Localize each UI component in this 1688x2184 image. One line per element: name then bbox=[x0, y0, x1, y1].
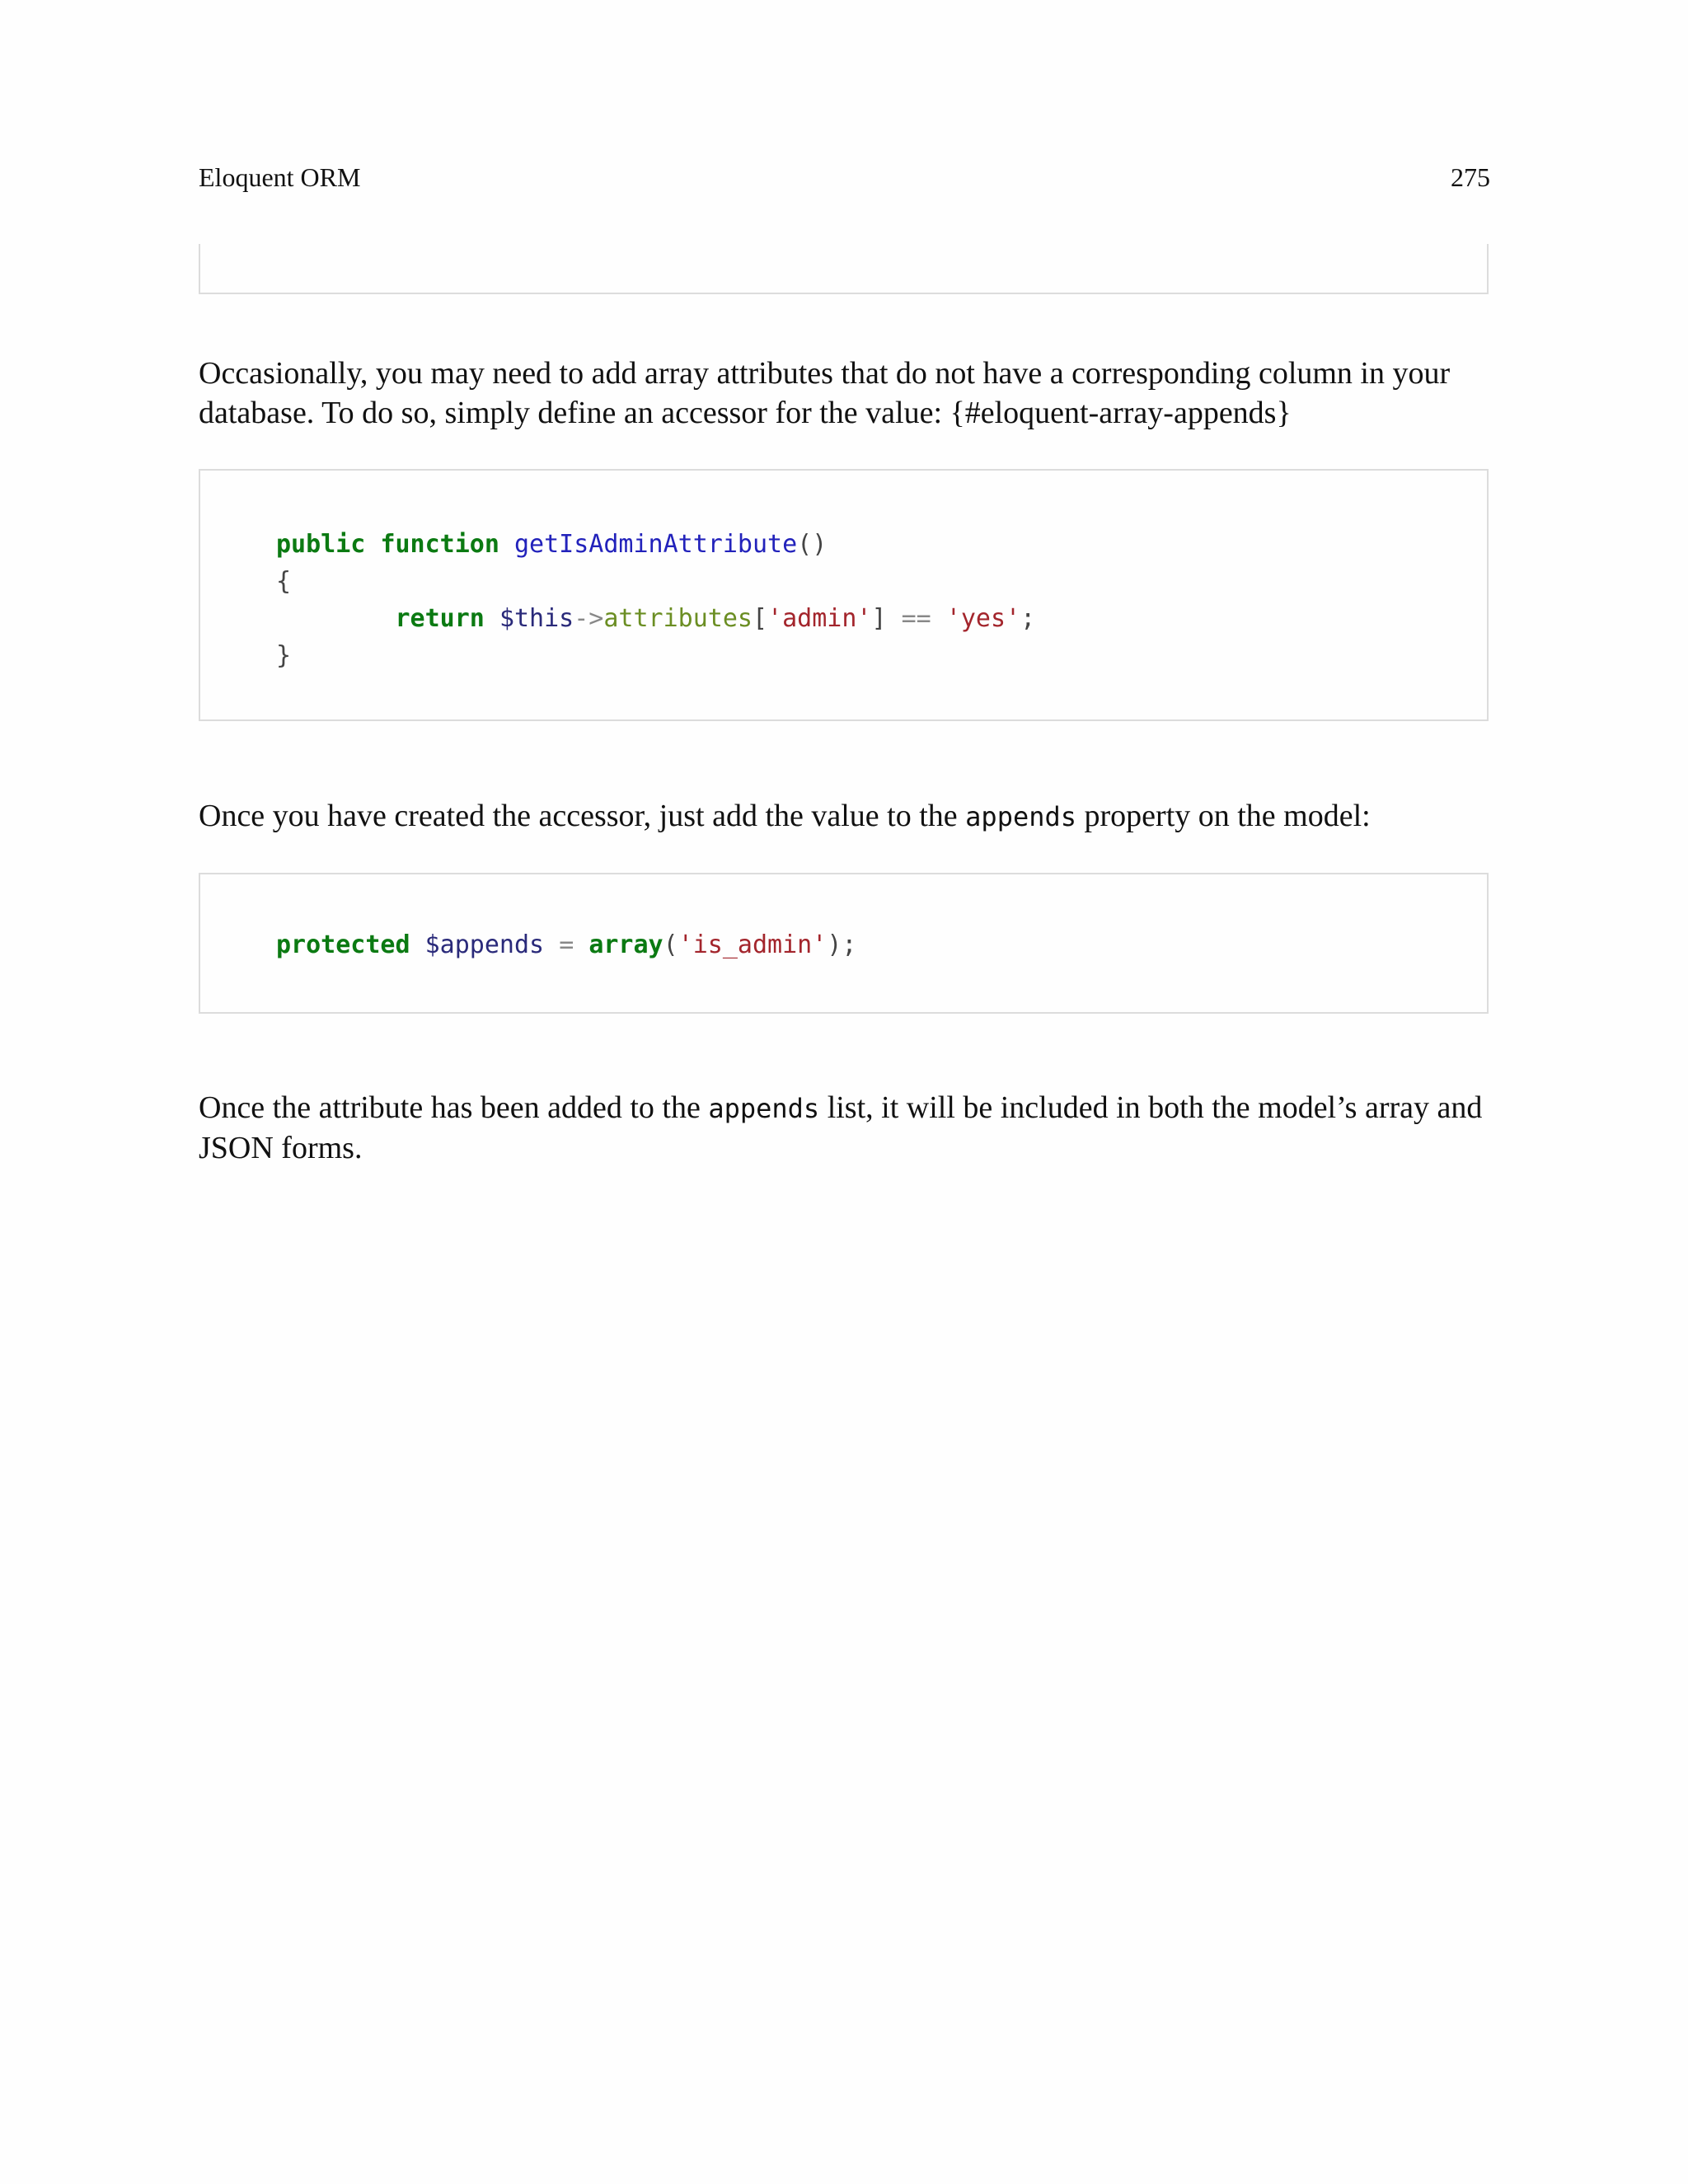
paragraph-array-attributes: Occasionally, you may need to add array attributes that do not have a corresponding column in your database. To do so, simply define an accessor for the value: {#eloquent-array-appends} bbox=[199, 356, 1451, 430]
code-appends bbox=[276, 926, 856, 963]
code-token: ( bbox=[663, 930, 678, 959]
code-token: = bbox=[559, 930, 574, 959]
code-token: () bbox=[797, 530, 828, 559]
chapter-title: Eloquent ORM bbox=[199, 162, 361, 192]
inline-code: appends bbox=[965, 801, 1077, 832]
code-token: { bbox=[276, 567, 292, 596]
code-token: return bbox=[395, 604, 485, 633]
code-block-accessor bbox=[199, 469, 1489, 721]
code-token: array bbox=[588, 930, 663, 959]
code-token: protected bbox=[276, 930, 410, 959]
inline-code: appends bbox=[708, 1093, 820, 1124]
code-token: 'yes' bbox=[945, 604, 1021, 633]
code-token: attributes bbox=[603, 604, 753, 633]
code-token: ; bbox=[1020, 604, 1036, 633]
code-token: public bbox=[276, 530, 366, 559]
code-token: [ bbox=[753, 604, 768, 633]
code-token: 'admin' bbox=[767, 604, 872, 633]
code-accessor bbox=[276, 526, 1035, 674]
code-token: function bbox=[380, 530, 499, 559]
code-token: 'is_admin' bbox=[678, 930, 828, 959]
code-token: getIsAdminAttribute bbox=[514, 530, 798, 559]
paragraph-text: property on the model: bbox=[1076, 799, 1371, 833]
paragraph-text: Once the attribute has been added to the bbox=[199, 1090, 709, 1125]
paragraph-text: Once you have created the accessor, just add the value to the bbox=[199, 799, 966, 833]
page-number: 275 bbox=[1451, 162, 1490, 192]
code-block-continued bbox=[199, 244, 1489, 294]
paragraph-appends-property bbox=[199, 796, 1490, 837]
paragraph-text: list, it will be included in both the model’s array and JSON forms. bbox=[199, 1090, 1483, 1165]
code-token: == bbox=[901, 604, 931, 633]
running-head bbox=[199, 159, 1490, 195]
code-token: ); bbox=[827, 930, 857, 959]
code-block-appends bbox=[199, 873, 1489, 1014]
code-token: $this bbox=[499, 604, 574, 633]
code-token: -> bbox=[574, 604, 604, 633]
code-token: ] bbox=[871, 604, 887, 633]
code-token: } bbox=[276, 641, 292, 670]
paragraph-appends-list bbox=[199, 1088, 1490, 1168]
code-token: $appends bbox=[424, 930, 545, 959]
